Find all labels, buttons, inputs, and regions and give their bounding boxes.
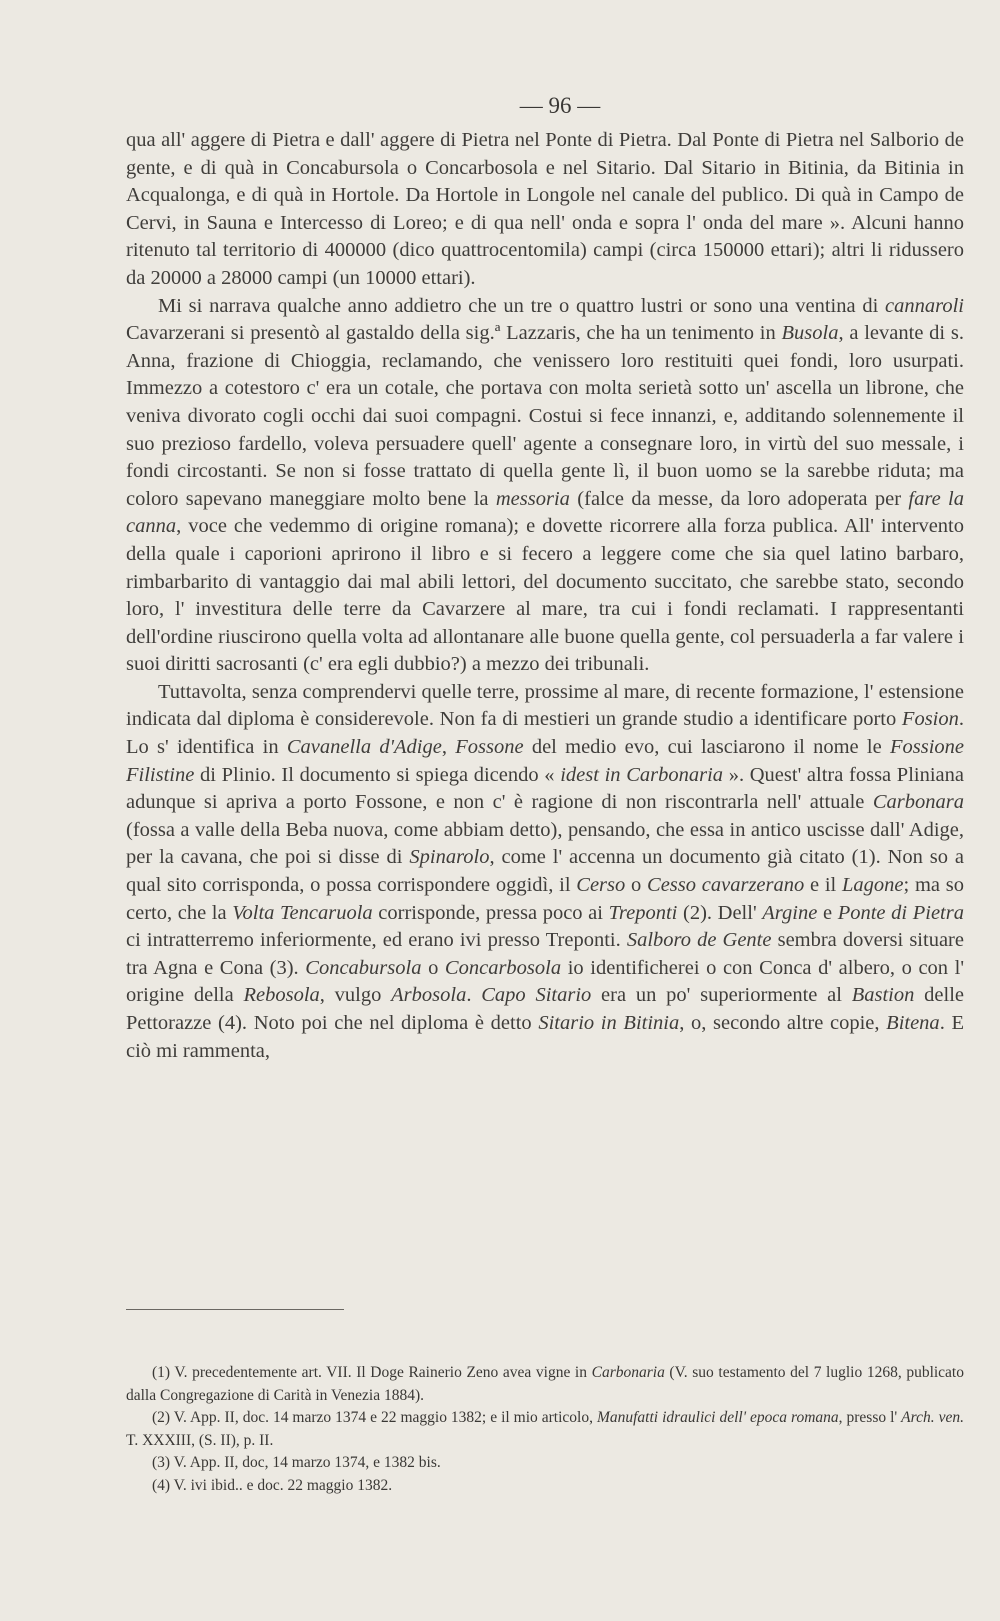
paragraph: qua all' aggere di Pietra e dall' aggere di Pietra nel Ponte di Pietra. Dal Ponte di Pietra nel Salborio de gente, e di quà in Concabursola o Concarbosola e nel Sitario. Dal Sitario in Bitinia, da Bitinia in Acqualonga, e di quà in Hortole. Da Hortole in Longole nel canale del publico. Di quà in Campo de Cervi, in Sauna e Intercesso di Loreo; e di qua nell' onda e sopra l' onda del mare ». Alcuni hanno ritenuto tal territorio di 400000 (dico quattrocentomila) campi (circa 150000 ettari); altri li ridussero da 20000 a 28000 campi (un 10000 ettari). (126, 129, 964, 289)
footnote: (4) V. ivi ibid.. e doc. 22 maggio 1382. (152, 1476, 393, 1494)
footnote: (1) V. precedentemente art. VII. Il Doge Rainerio Zeno avea vigne in Carbonaria (V. suo testamento del 7 luglio 1268, publicato dalla Congregazione di Carità in Venezia 1884). (126, 1364, 964, 1404)
footnote: (3) V. App. II, doc, 14 marzo 1374, e 1382 bis. (152, 1454, 441, 1472)
main-text (126, 127, 964, 1065)
paragraph: Tuttavolta, senza comprendervi quelle terre, prossime al mare, di recente formazione, l' estensione indicata dal diploma è considerevole. Non fa di mestieri un grande studio a identificare porto Fosion. Lo s' identifica in Cavanella d'Adige, Fossone del medio evo, cui lasciarono il nome le Fossione Filistine di Plinio. Il documento si spiega dicendo « idest in Carbonaria ». Quest' altra fossa Pliniana adunque si apriva a porto Fossone, e non c' è ragione di non riscontrarla nell' attuale Carbonara (fossa a valle della Beba nuova, come abbiam detto), pensando, che essa in antico uscisse dall' Adige, per la cavana, che poi si disse di Spinarolo, come l' accenna un documento già citato (1). Non so a qual sito corrisponda, o possa corrispondere oggidì, il Cerso o Cesso cavarzerano e il Lagone; ma so certo, che la Volta Tencaruola corrisponde, pressa poco ai Treponti (2). Dell' Argine e Ponte di Pietra ci intratterremo inferiormente, ed erano ivi presso Treponti. Salboro de Gente sembra doversi situare tra Agna e Cona (3). Concabursola o Concarbosola io identificherei o con Conca d' albero, o con l' origine della Rebosola, vulgo Arbosola. Capo Sitario era un po' superiormente al Bastion delle Pettorazze (4). Noto poi che nel diploma è detto Sitario in Bitinia, o, secondo altre copie, Bitena. E ciò mi rammenta, (126, 680, 965, 1062)
page-number: — 96 — (519, 93, 601, 118)
footnote: (2) V. App. II, doc. 14 marzo 1374 e 22 maggio 1382; e il mio articolo, Manufatti idraulici dell' epoca romana, presso l' Arch. ven. T. XXXIII, (S. II), p. II. (126, 1409, 964, 1449)
paragraph: Mi si narrava qualche anno addietro che un tre o quattro lustri or sono una ventina di cannaroli Cavarzerani si presentò al gastaldo della sig.ª Lazzaris, che ha un tenimento in Busola, a levante di s. Anna, frazione di Chioggia, reclamando, che venissero loro restituiti quei fondi, loro usurpati. Immezzo a cotestoro c' era un cotale, che portava con molta serietà sotto un' ascella un librone, che veniva divorato cogli occhi dai suoi compagni. Costui si fece innanzi, e, additando solennemente il suo prezioso fardello, voleva persuadere quell' agente a consegnare loro, in virtù del suo messale, i fondi circostanti. Se non si fosse trattato di quella gente lì, il buon uomo se la sarebbe riduta; ma coloro sapevano maneggiare molto bene la messoria (falce da messe, da loro adoperata per fare la canna, voce che vedemmo di origine romana); e dovette ricorrere alla forza publica. All' intervento della quale i caporioni aprirono il libro e si fecero a leggere come che sia quel latino barbaro, rimbarbarito di vantaggio dai mal abili lettori, del documento succitato, che sarebbe stato, secondo loro, l' investitura delle terre da Cavarzere al mare, tra cui i fondi reclamati. I rappresentanti dell'ordine riuscirono quella volta ad allontanare alle buone quella gente, col persuaderla a far valere i suoi diritti sacrosanti (c' era egli dubbio?) a mezzo dei tribunali. (126, 294, 964, 676)
footnotes (126, 1362, 964, 1498)
footnote-divider (126, 1309, 344, 1310)
